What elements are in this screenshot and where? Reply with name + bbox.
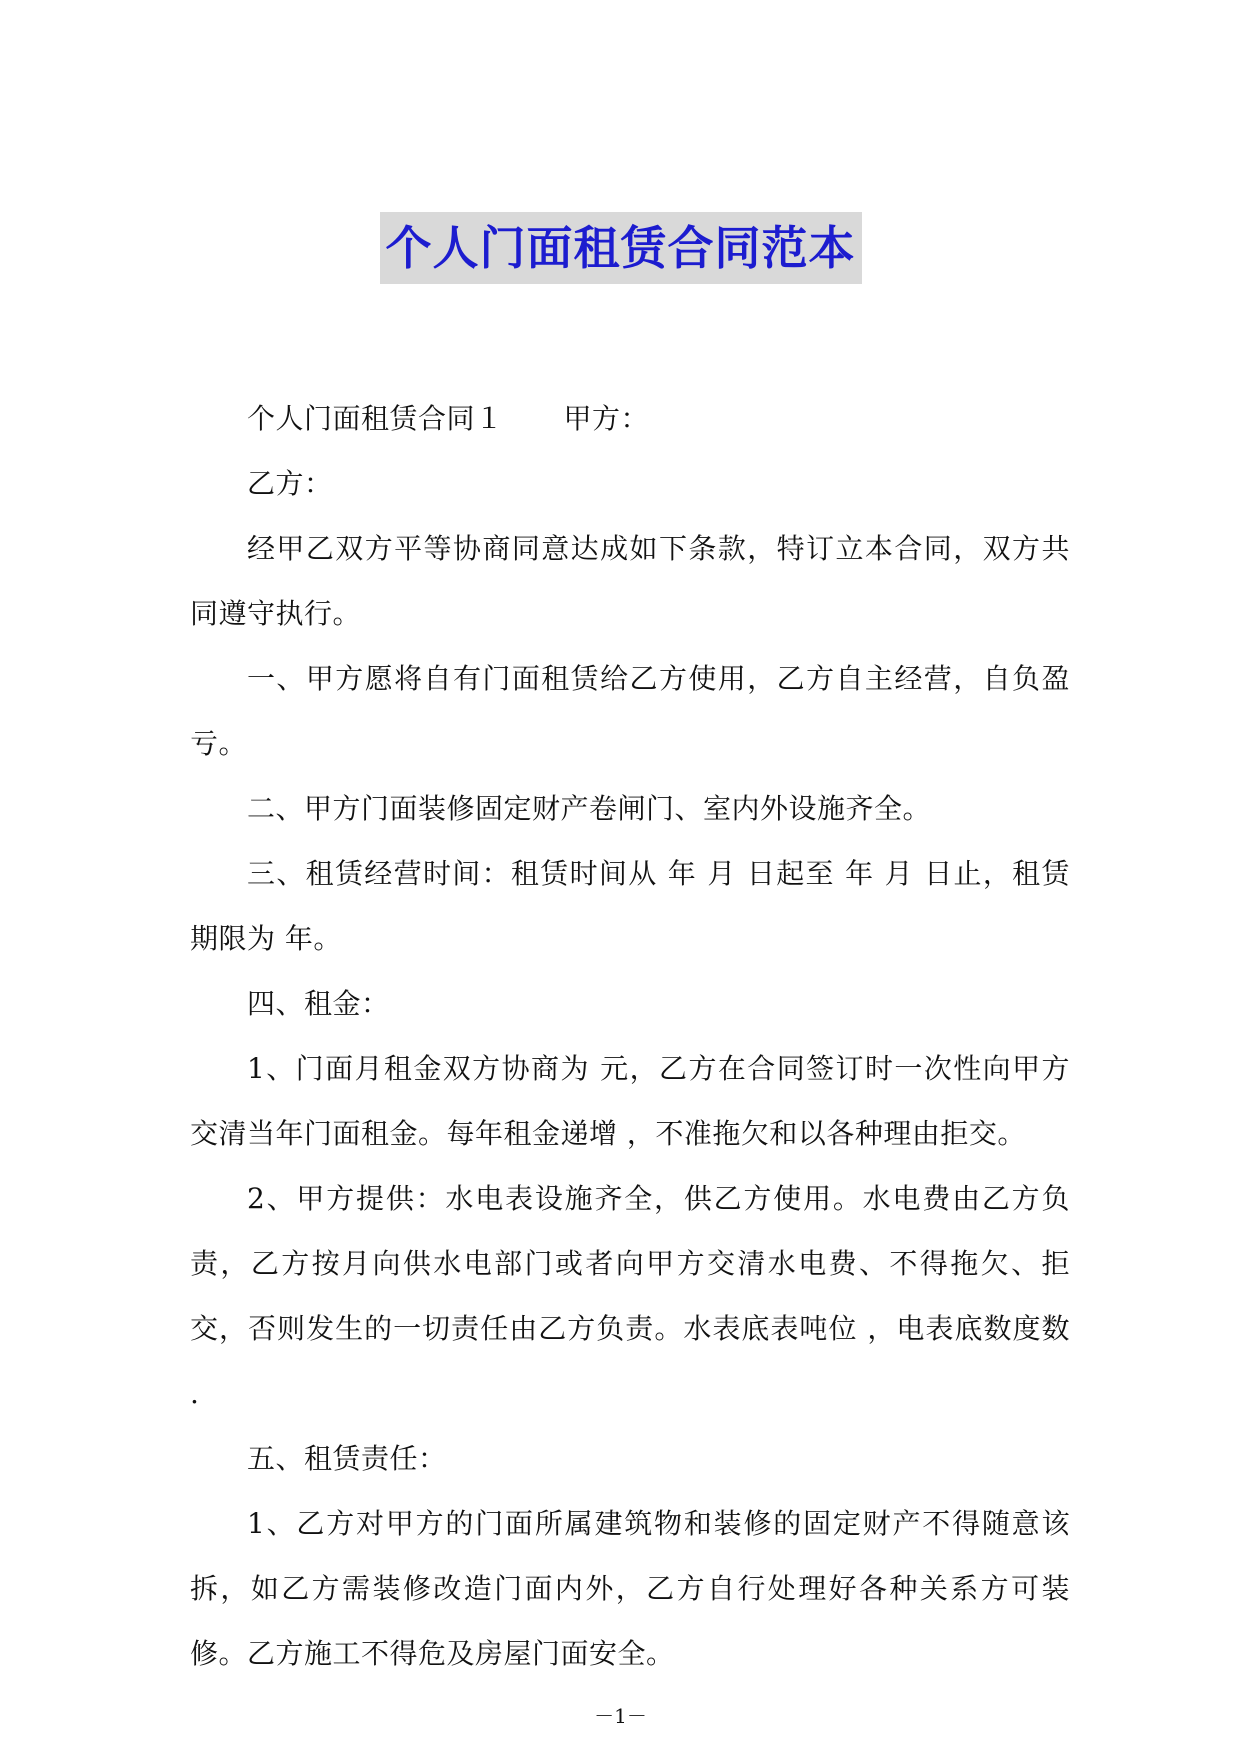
paragraph-clause-4: 四、租金： xyxy=(247,987,390,1020)
paragraph-clause-3: 三、租赁经营时间：租赁时间从 年 月 日起至 年 月 日止，租赁期限为 年。 xyxy=(190,857,1070,955)
heading-line xyxy=(190,386,1070,451)
title-container xyxy=(0,212,1241,284)
document-title: 个人门面租赁合同范本 xyxy=(380,212,862,284)
paragraph-intro: 经甲乙双方平等协商同意达成如下条款，特订立本合同，双方共同遵守执行。 xyxy=(190,532,1070,630)
paragraph-party-b: 乙方： xyxy=(247,467,333,500)
paragraph-clause-4-2: 2、甲方提供：水电表设施齐全，供乙方使用。水电费由乙方负责，乙方按月向供水电部门或者向甲方交清水电费、不得拖欠、拒交，否则发生的一切责任由乙方负责。水表底表吨位 ，电表底数度数 . xyxy=(190,1182,1070,1410)
paragraph-clause-5: 五、租赁责任： xyxy=(247,1442,447,1475)
paragraph-clause-5-1: 1、乙方对甲方的门面所属建筑物和装修的固定财产不得随意该拆，如乙方需装修改造门面内外，乙方自行处理好各种关系方可装修。乙方施工不得危及房屋门面安全。 xyxy=(190,1507,1070,1670)
document-body xyxy=(190,386,1070,1686)
party-a-label: 甲方： xyxy=(563,402,650,435)
paragraph-clause-1: 一、甲方愿将自有门面租赁给乙方使用，乙方自主经营，自负盈亏。 xyxy=(190,662,1070,760)
contract-name: 个人门面租赁合同１ xyxy=(247,402,504,435)
paragraph-clause-4-1: 1、门面月租金双方协商为 元，乙方在合同签订时一次性向甲方交清当年门面租金。每年租金递增 ，不准拖欠和以各种理由拒交。 xyxy=(190,1052,1070,1150)
page-number: －1－ xyxy=(594,1704,647,1728)
paragraph-clause-2: 二、甲方门面装修固定财产卷闸门、室内外设施齐全。 xyxy=(247,792,932,825)
